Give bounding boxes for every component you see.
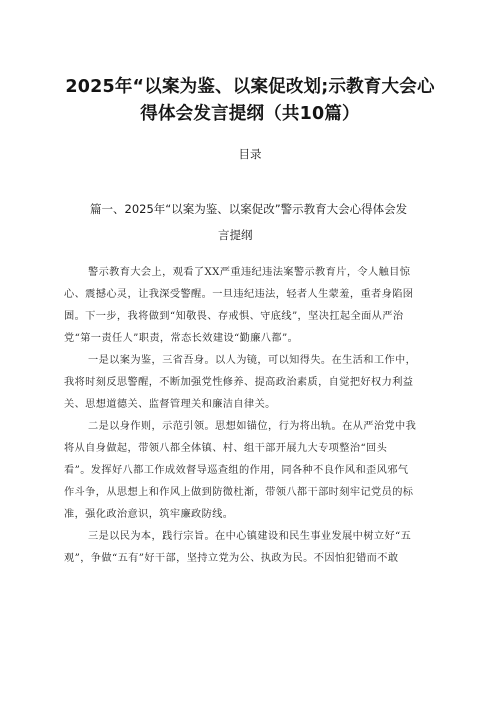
paragraph-line: 我将时刻反思警醒，不断加强党性修养、提高政治素质，自觉把好权力利益 xyxy=(64,377,414,388)
paragraph-line: 看”。发挥好八都工作成效督导巡查组的作用，同各种不良作风和歪风邪气 xyxy=(64,465,409,476)
paragraph xyxy=(64,262,444,350)
paragraph-line: 一是以案为鉴，三省吾身。以人为镜，可以知得失。在生活和工作中， xyxy=(88,355,417,366)
table-of-contents-label: 目录 xyxy=(238,147,262,161)
paragraph-line: 三是以民为本，践行宗旨。在中心镇建设和民生事业发展中树立好“五 xyxy=(88,531,412,542)
paragraph xyxy=(64,526,444,570)
paragraph-line: 圄。下一步，我将做到“知敬畏、存戒惧、守底线”，坚决扛起全面从严治 xyxy=(64,311,404,322)
paragraph-line: 心、震撼心灵，让我深受警醒。一旦违纪违法，轻者人生蒙羞，重者身陷囹 xyxy=(64,289,414,300)
paragraph-line: 党“第一责任人”职责，常态长效建设“勤廉八都”。 xyxy=(64,333,299,344)
section-heading-line-2: 言提纲 xyxy=(218,228,253,242)
paragraph-line: 二是以身作则，示范引领。思想如锚位，行为将出轨。在从严治党中我 xyxy=(88,421,417,432)
paragraph-line: 准，强化政治意识，筑牢廉政防线。 xyxy=(64,509,234,520)
document-title-line-2: 得体会发言提纲（共10篇） xyxy=(140,104,360,124)
paragraph-line: 将从自身做起，带领八都全体镇、村、组干部开展九大专项整治“回头 xyxy=(64,443,388,454)
paragraph xyxy=(64,350,444,416)
paragraph-line: 观”，争做“五有”好干部，坚持立党为公、执政为民。不因怕犯错而不敢 xyxy=(64,553,399,564)
paragraph-line: 作斗争，从思想上和作风上做到防微杜渐，带领八都干部时刻牢记党员的标 xyxy=(64,487,414,498)
body-text xyxy=(64,262,444,570)
paragraph-line: 警示教育大会上，观看了XX严重违纪违法案警示教育片，令人触目惊 xyxy=(88,267,411,278)
paragraph xyxy=(64,416,444,526)
section-heading-line-1: 篇一、2025年“以案为鉴、以案促改”警示教育大会心得体会发 xyxy=(90,202,408,216)
paragraph-line: 关、思想道德关、监督管理关和廉洁自律关。 xyxy=(64,399,276,410)
document-title xyxy=(40,74,460,128)
document-title-line-1: 2025年“以案为鉴、以案促改划;示教育大会心 xyxy=(65,77,435,97)
section-heading xyxy=(80,196,480,248)
